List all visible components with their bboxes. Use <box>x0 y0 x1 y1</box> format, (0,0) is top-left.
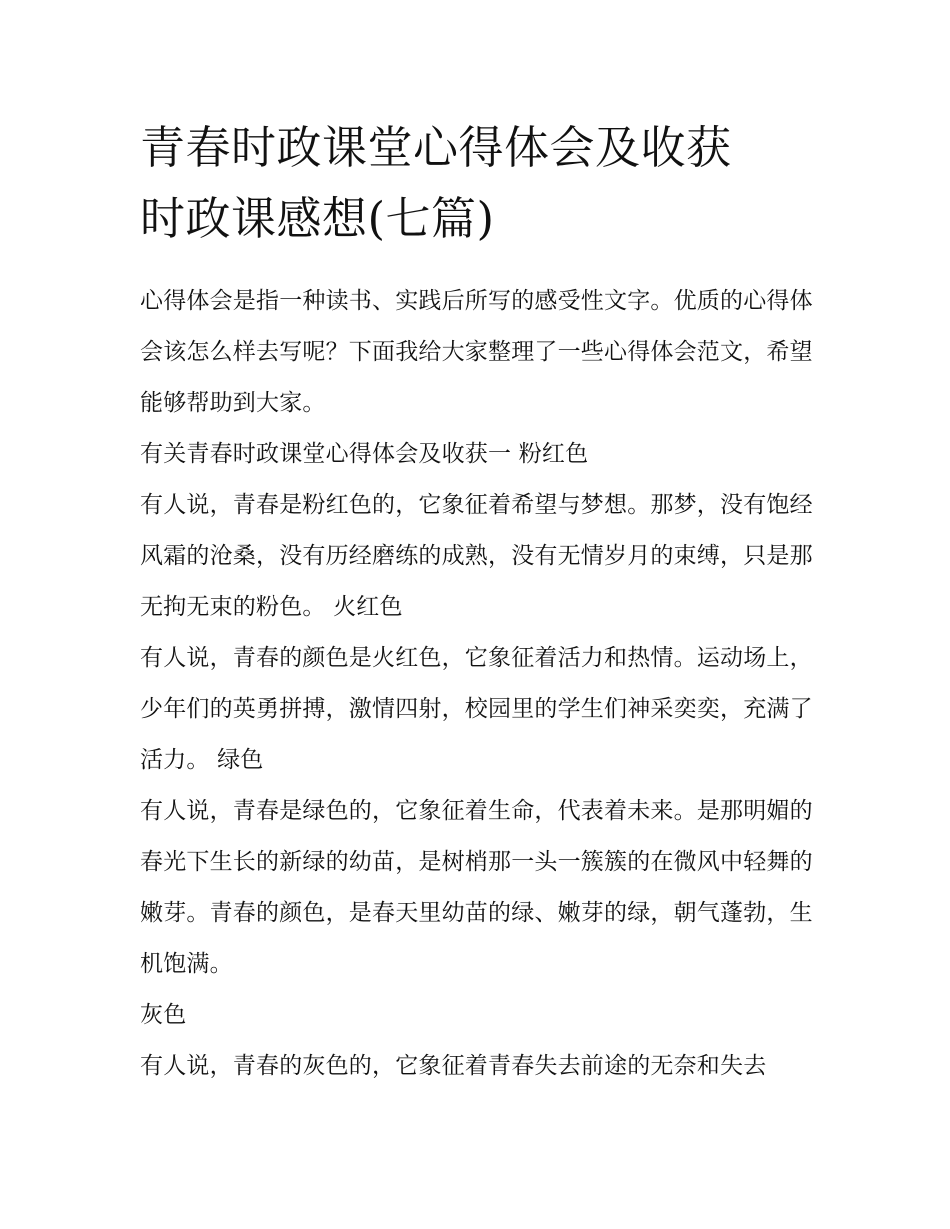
pink-paragraph: 有人说，青春是粉红色的，它象征着希望与梦想。那梦，没有饱经风霜的沧桑，没有历经磨练的成熟，没有无情岁月的束缚，只是那无拘无束的粉色。 火红色 <box>140 492 813 620</box>
gray-paragraph: 有人说，青春的灰色的，它象征着青春失去前途的无奈和失去 <box>140 1053 767 1079</box>
title-line-2: 时政课感想(七篇) <box>140 192 495 245</box>
section-heading: 有关青春时政课堂心得体会及收获一 粉红色 <box>140 441 589 467</box>
intro-paragraph: 心得体会是指一种读书、实践后所写的感受性文字。优质的心得体会该怎么样去写呢？下面我给大家整理了一些心得体会范文，希望能够帮助到大家。 <box>140 288 813 416</box>
title-line-1: 青春时政课堂心得体会及收获 <box>140 121 732 174</box>
gray-heading: 灰色 <box>140 1002 187 1028</box>
red-paragraph: 有人说，青春的颜色是火红色，它象征着活力和热情。运动场上，少年们的英勇拼搏，激情四射，校园里的学生们神采奕奕，充满了活力。 绿色 <box>140 645 813 773</box>
document-body <box>140 276 820 1092</box>
document-page <box>140 112 820 1092</box>
green-paragraph: 有人说，青春是绿色的，它象征着生命，代表着未来。是那明媚的春光下生长的新绿的幼苗，是树梢那一头一簇簇的在微风中轻舞的嫩芽。青春的颜色，是春天里幼苗的绿、嫩芽的绿，朝气蓬勃，生机饱满。 <box>140 798 813 977</box>
document-title <box>140 112 820 254</box>
